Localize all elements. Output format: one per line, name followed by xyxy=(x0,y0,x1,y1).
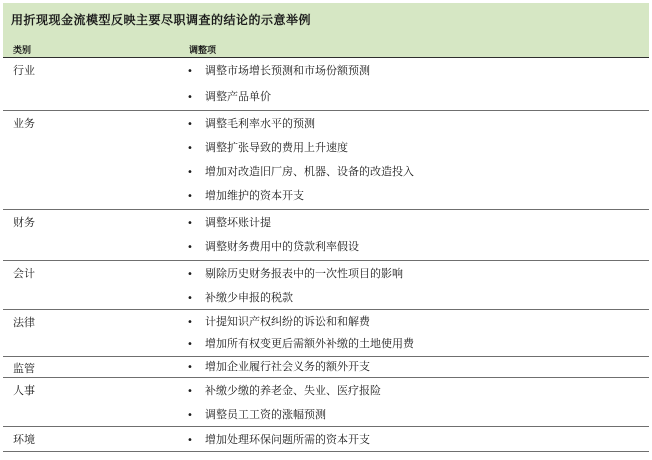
table-header-row xyxy=(3,35,649,58)
item-text: 剔除历史财务报表中的一次性项目的影响 xyxy=(205,267,403,280)
list-item xyxy=(187,378,381,404)
row-category: 会计 xyxy=(13,267,35,280)
bullet-icon: • xyxy=(187,66,193,77)
list-item xyxy=(187,354,370,380)
list-item xyxy=(187,183,304,209)
bullet-icon: • xyxy=(187,218,193,229)
item-text: 增加处理环保问题所需的资本开支 xyxy=(205,433,370,446)
list-item xyxy=(187,84,271,110)
bullet-icon: • xyxy=(187,167,193,178)
bullet-icon: • xyxy=(187,293,193,304)
bullet-icon: • xyxy=(187,386,193,397)
bullet-icon: • xyxy=(187,92,193,103)
header-adjustment: 调整项 xyxy=(189,46,217,56)
table-row xyxy=(3,111,649,210)
list-item xyxy=(187,58,370,84)
item-text: 调整员工工资的涨幅预测 xyxy=(205,408,326,421)
row-category: 财务 xyxy=(13,216,35,229)
table-row xyxy=(3,210,649,261)
list-item xyxy=(187,427,370,453)
item-text: 计提知识产权纠纷的诉讼和和解费 xyxy=(205,315,370,328)
bullet-icon: • xyxy=(187,339,193,350)
row-category: 环境 xyxy=(13,433,35,446)
table-row xyxy=(3,378,649,427)
row-category: 行业 xyxy=(13,64,35,77)
table-frame xyxy=(3,3,649,457)
bullet-icon: • xyxy=(187,317,193,328)
title-band xyxy=(3,3,649,35)
row-category: 监管 xyxy=(13,362,35,375)
list-item xyxy=(187,285,293,311)
item-text: 调整财务费用中的贷款利率假设 xyxy=(205,240,359,253)
list-item xyxy=(187,261,403,287)
list-item xyxy=(187,111,315,137)
table-row xyxy=(3,310,649,357)
item-text: 补缴少缴的养老金、失业、医疗报险 xyxy=(205,384,381,397)
table-row xyxy=(3,58,649,111)
item-text: 调整市场增长预测和市场份额预测 xyxy=(205,64,370,77)
item-text: 补缴少申报的税款 xyxy=(205,291,293,304)
list-item xyxy=(187,210,271,236)
list-item xyxy=(187,135,348,161)
item-text: 增加所有权变更后需额外补缴的土地使用费 xyxy=(205,337,414,350)
item-text: 增加对改造旧厂房、机器、设备的改造投入 xyxy=(205,165,414,178)
item-text: 增加企业履行社会义务的额外开支 xyxy=(205,360,370,373)
item-text: 调整扩张导致的费用上升速度 xyxy=(205,141,348,154)
item-text: 调整毛利率水平的预测 xyxy=(205,117,315,130)
table-row xyxy=(3,261,649,310)
bullet-icon: • xyxy=(187,143,193,154)
list-item xyxy=(187,159,414,185)
item-text: 增加维护的资本开支 xyxy=(205,189,304,202)
bullet-icon: • xyxy=(187,410,193,421)
table-row xyxy=(3,427,649,452)
bullet-icon: • xyxy=(187,269,193,280)
bullet-icon: • xyxy=(187,435,193,446)
bullet-icon: • xyxy=(187,119,193,130)
bullet-icon: • xyxy=(187,242,193,253)
list-item xyxy=(187,234,359,260)
header-category: 类别 xyxy=(13,46,32,56)
row-category: 人事 xyxy=(13,384,35,397)
list-item xyxy=(187,402,326,428)
row-category: 法律 xyxy=(13,316,35,329)
table-row xyxy=(3,357,649,378)
bullet-icon: • xyxy=(187,191,193,202)
row-category: 业务 xyxy=(13,117,35,130)
item-text: 调整产品单价 xyxy=(205,90,271,103)
table-title: 用折现现金流模型反映主要尽职调查的结论的示意举例 xyxy=(11,13,312,27)
item-text: 调整坏账计提 xyxy=(205,216,271,229)
bullet-icon: • xyxy=(187,362,193,373)
